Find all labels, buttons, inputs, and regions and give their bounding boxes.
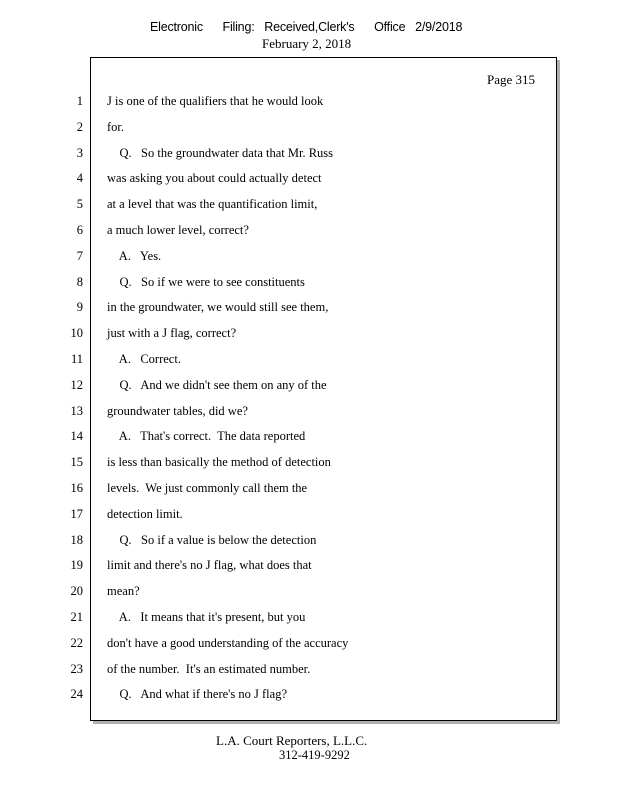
line-text: Q. So if we were to see constituents: [107, 275, 305, 289]
line-number: 1: [76, 94, 83, 108]
line-text: A. Yes.: [107, 249, 162, 263]
line-text: is less than basically the method of detection: [107, 455, 331, 469]
line-number: 12: [70, 378, 83, 392]
court-reporter-name: L.A. Court Reporters, L.L.C.: [216, 733, 368, 748]
line-text: a much lower level, correct?: [107, 223, 249, 237]
line-number: 20: [70, 584, 83, 598]
line-number: 8: [76, 275, 83, 289]
line-number: 13: [70, 404, 83, 418]
line-text: Q. So if a value is below the detection: [107, 533, 317, 547]
line-text: just with a J flag, correct?: [107, 326, 237, 340]
line-text: don't have a good understanding of the accuracy: [107, 636, 349, 650]
line-text: Q. And we didn't see them on any of the: [107, 378, 327, 392]
line-number: 23: [70, 662, 83, 676]
line-number: 3: [76, 146, 83, 160]
line-number: 17: [70, 507, 83, 521]
line-text: levels. We just commonly call them the: [107, 481, 308, 495]
line-number: 5: [76, 197, 83, 211]
line-number: 14: [70, 429, 83, 443]
line-number: 4: [76, 171, 83, 185]
line-text: detection limit.: [107, 507, 183, 521]
line-number: 21: [70, 610, 83, 624]
line-text: was asking you about could actually detect: [107, 171, 322, 185]
line-text: limit and there's no J flag, what does that: [107, 558, 312, 572]
line-number: 9: [76, 300, 83, 314]
line-number: 16: [70, 481, 83, 495]
line-text: Q. And what if there's no J flag?: [107, 687, 287, 701]
filing-date: February 2, 2018: [262, 36, 352, 51]
line-text: in the groundwater, we would still see them,: [107, 300, 329, 314]
line-text: A. Correct.: [107, 352, 181, 366]
line-number: 15: [70, 455, 83, 469]
line-text: groundwater tables, did we?: [107, 404, 248, 418]
line-text: A. That's correct. The data reported: [107, 429, 306, 443]
line-text: of the number. It's an estimated number.: [107, 662, 311, 676]
line-number: 11: [70, 352, 83, 366]
line-text: A. It means that it's present, but you: [107, 610, 306, 624]
line-text: Q. So the groundwater data that Mr. Russ: [107, 146, 334, 160]
court-reporter-phone: 312-419-9292: [279, 748, 350, 762]
line-text: J is one of the qualifiers that he would look: [107, 94, 324, 108]
line-number: 24: [70, 687, 83, 701]
line-text: at a level that was the quantification limit,: [107, 197, 318, 211]
filing-stamp: Electronic Filing: Received,Clerk's Office 2/9/2018: [150, 20, 463, 34]
line-number: 22: [70, 636, 83, 650]
line-text: mean?: [107, 584, 140, 598]
line-number: 2: [76, 120, 83, 134]
line-number: 19: [70, 558, 83, 572]
page-number: Page 315: [487, 72, 536, 87]
line-number: 10: [70, 326, 83, 340]
line-number: 7: [76, 249, 83, 263]
line-number: 18: [70, 533, 83, 547]
line-number: 6: [76, 223, 83, 237]
line-text: for.: [107, 120, 125, 134]
